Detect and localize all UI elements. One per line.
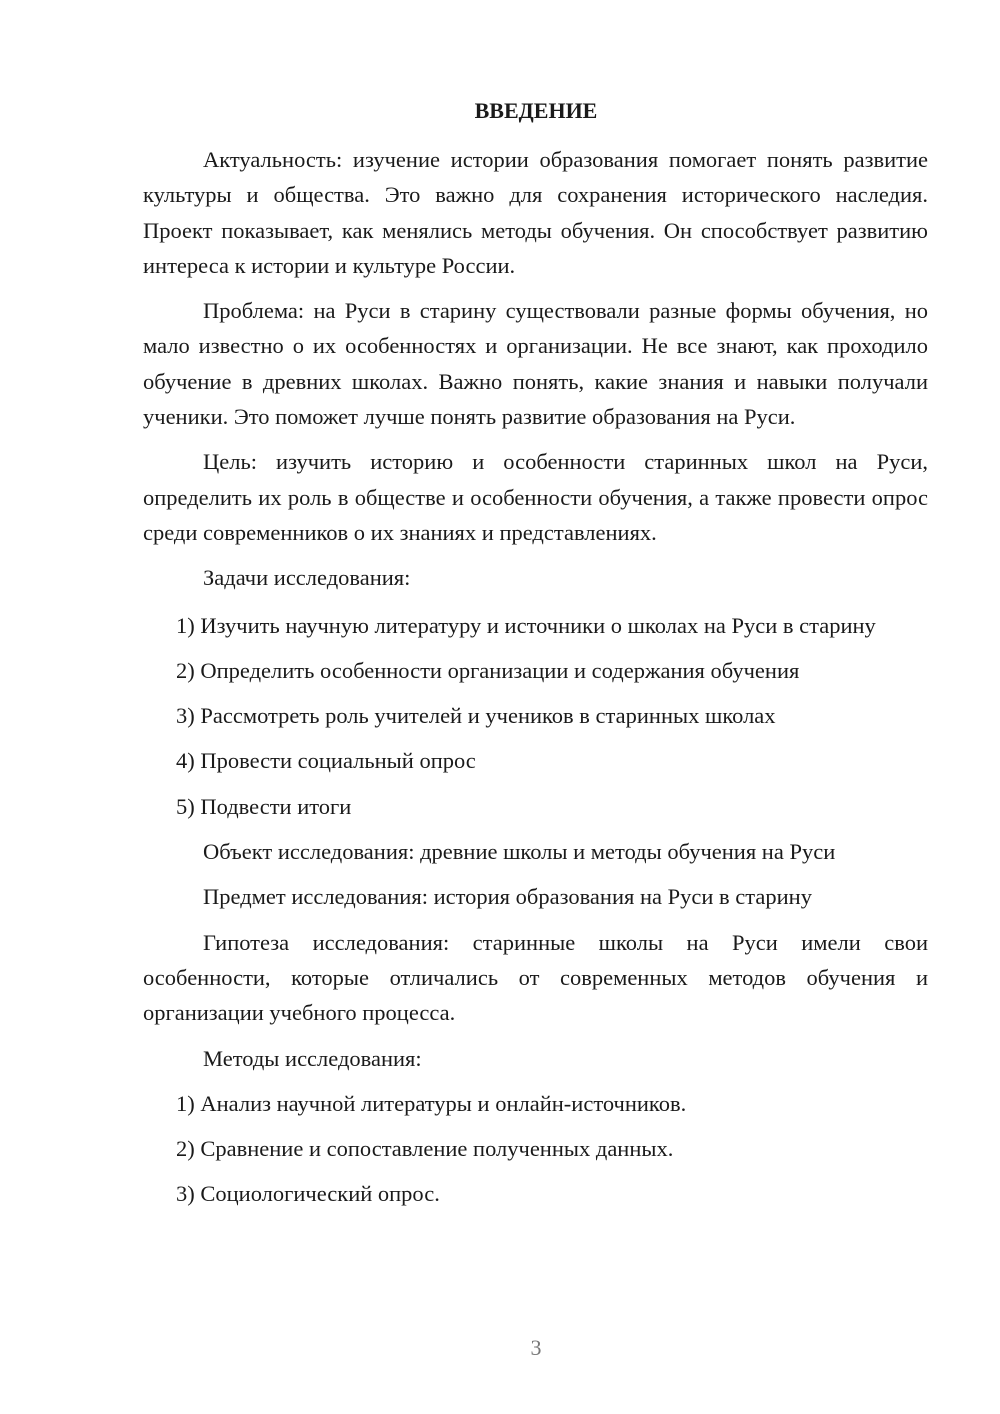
method-item: 1) Анализ научной литературы и онлайн-источников. [176, 1090, 687, 1116]
page-number: 3 [530, 1335, 542, 1360]
method-item: 3) Социологический опрос. [176, 1181, 440, 1207]
hypothesis-paragraph: Гипотеза исследования: старинные школы на Руси имели свои особенности, которые отличались от современных методов обучения и организации учебного процесса. [143, 929, 928, 1026]
subject-line: Предмет исследования: история образования на Руси в старину [203, 884, 812, 910]
task-item: 3) Рассмотреть роль учителей и учеников в старинных школах [176, 703, 776, 729]
task-item: 1) Изучить научную литературу и источники о школах на Руси в старину [176, 612, 876, 638]
tasks-heading: Задачи исследования: [203, 565, 411, 591]
method-item: 2) Сравнение и сопоставление полученных данных. [176, 1136, 674, 1162]
body-text [143, 142, 928, 1212]
methods-heading: Методы исследования: [203, 1045, 422, 1071]
task-item: 4) Провести социальный опрос [176, 748, 476, 774]
section-heading: ВВЕДЕНИЕ [474, 98, 598, 123]
task-item: 5) Подвести итоги [176, 793, 352, 819]
goal-paragraph: Цель: изучить историю и особенности старинных школ на Руси, определить их роль в обществе и особенности обучения, а также провести опрос среди современников о их знаниях и представлениях. [143, 449, 928, 545]
task-item: 2) Определить особенности организации и содержания обучения [176, 657, 800, 683]
problem-paragraph: Проблема: на Руси в старину существовали разные формы обучения, но мало известно о их особенностях и организации. Не все знают, как проходило обучение в древних школах. Важно понять, какие знания и навыки получали ученики. Это поможет лучше понять развитие образования на Руси. [143, 298, 928, 430]
actuality-paragraph: Актуальность: изучение истории образования помогает понять развитие культуры и общества. Это важно для сохранения исторического наследия. Проект показывает, как менялись методы обучения. Он способствует развитию интереса к истории и культуре России. [143, 147, 928, 278]
object-line: Объект исследования: древние школы и методы обучения на Руси [203, 839, 836, 865]
